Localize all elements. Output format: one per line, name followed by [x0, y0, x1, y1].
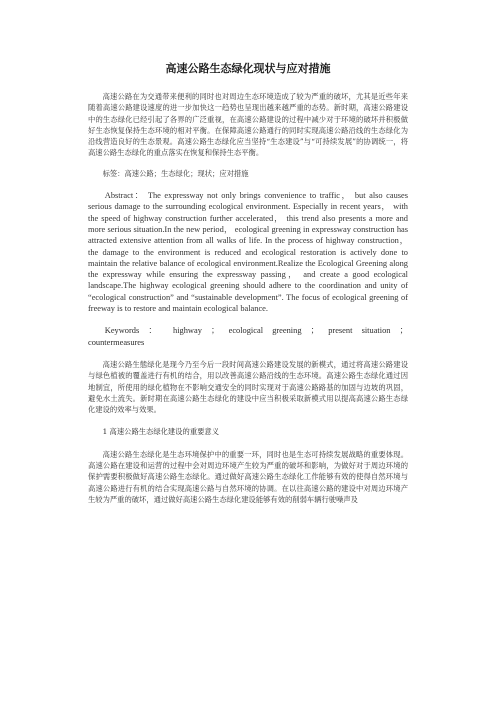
- intro-paragraph: 高速公路生態绿化是现今乃至今后一段时间高速公路建设发展的新模式，通过将高速公路建设与绿色植被的覆盖进行有机的结合，用以改善高速公路沿线的生态环境。高速公路生态绿化通过因地制宜，所使用的绿化植物在不影响交通安全的同时实现对于高速公路路基的加固与边坡的巩固，避免水土流失。新时期在高速公路生态绿化的建设中应当积极采取新模式用以提高高速公路生态绿化建设的效率与效果。: [88, 359, 408, 415]
- abstract-chinese: 高速公路在为交通带来便利的同时也对周边生态环境造成了较为严重的破坏，尤其是近些年来随着高速公路建设速度的进一步加快这一趋势也呈现出越来越严重的态势。新时期，高速公路建设中的生态绿化已经引起了各界的广泛重视，在高速公路建设的过程中减少对于环境的破坏并积极做好生态恢复保持生态环境的相对平衡。在保障高速公路通行的同时实现高速公路沿线的生态绿化为沿线营造良好的生态景观。高速公路生态绿化应当坚持“生态建设”与“可持续发展”的协调统一，将高速公路生态绿化的重点落实在恢复和保持生态平衡。: [88, 92, 408, 158]
- document-page: [88, 62, 408, 505]
- section-1-paragraph: 高速公路生态绿化是生态环境保护中的重要一环，同时也是生态可持续发展战略的重要体现。高速公路在建设和运营的过程中会对周边环境产生较为严重的破坏和影响，为做好对于周边环境的保护需要积极做好高速公路生态绿化。通过做好高速公路生态绿化工作能够有效的使得自然环境与高速公路进行有机的结合实现高速公路与自然环境的协调。在以往高速公路的建设中对周边环境产生较为严重的破坏，通过做好高速公路生态绿化建设能够有效的削弱车辆行驶噪声及: [88, 449, 408, 504]
- spacer: [88, 179, 408, 190]
- document-title: 高速公路生态绿化现状与应对措施: [165, 62, 331, 75]
- keywords-english-line1: Keywords ： highway ； ecological greening ； present situation ；: [104, 326, 408, 336]
- spacer: [88, 159, 408, 168]
- spacer: [88, 415, 408, 426]
- spacer: [88, 348, 408, 359]
- spacer: [88, 314, 408, 325]
- section-1-heading: 1 高速公路生态绿化建设的重要意义: [102, 427, 220, 437]
- abstract-english: Abstract： The expressway not only brings convenience to traffic， but also causes serious damage to the surrounding ecological environment. Especially in recent years， with the speed of highway construction further accelerated， this trend also presents a more and more serious situation.In the new period， ecological greening in expressway construction has attracted extensive attention from all walks of life. In the process of highway construction， the damage to the environment is reduced and ecological restoration is actively done to maintain the relative balance of ecological environment.Realize the Ecological Greening along the expressway while ensuring the expressway passing， and create a good ecological landscape.The highway ecological greening should adhere to the coordination and unity of “ecological construction” and “sustainable development”. The focus of ecological greening of freeway is to restore and maintain ecological balance.: [88, 191, 408, 314]
- keywords-english-line2: countermeasures: [88, 337, 145, 347]
- spacer: [88, 438, 408, 449]
- keywords-chinese: 标签：高速公路；生态绿化；现状；应对措施: [102, 168, 249, 178]
